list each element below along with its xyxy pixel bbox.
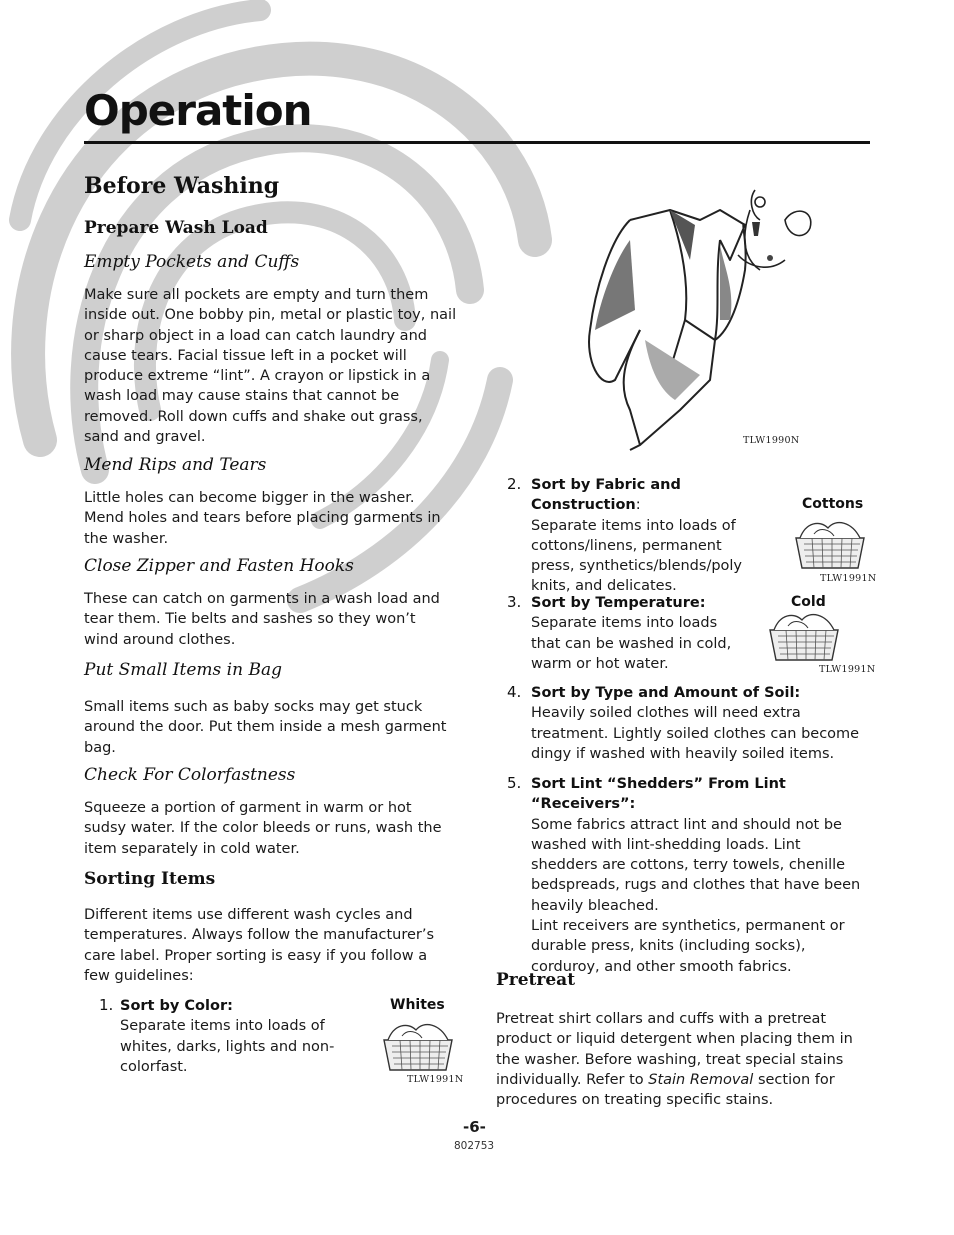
page-number: -6-	[463, 1118, 486, 1136]
sorting-intro-text: Different items use different wash cycles and temperatures. Always follow the manufacturer’s care label. Proper sorting is easy if you follow a few guidelines:	[84, 907, 435, 984]
item-5-number: 5.	[507, 774, 522, 792]
pretreat-text: Pretreat shirt collars and cuffs with a pretreat product or liquid detergent when placing them in the washer. Before washing, treat special stains individually. Refer to Stain Removal section for procedures on treating specific stains.	[496, 1011, 853, 1109]
basket-1-code: TLW1991N	[407, 1074, 464, 1085]
section-heading-mend-rips: Mend Rips and Tears	[84, 455, 267, 475]
laundry-basket-icon	[790, 516, 870, 572]
sort-item-3-title: Sort by Temperature:	[531, 595, 706, 611]
pretreat-heading: Pretreat	[496, 970, 576, 990]
shirt-illustration	[570, 180, 840, 452]
section-heading-colorfastness: Check For Colorfastness	[84, 765, 296, 785]
item-1-number: 1.	[99, 996, 114, 1014]
sort-item-4-title: Sort by Type and Amount of Soil:	[531, 685, 801, 701]
section-text-mend-rips: Little holes can become bigger in the washer. Mend holes and tears before placing garments in the washer.	[84, 490, 441, 547]
sorting-items-heading: Sorting Items	[84, 869, 216, 889]
section-heading-small-items: Put Small Items in Bag	[84, 660, 282, 680]
sort-item-1: Sort by Color: Separate items into loads of whites, darks, lights and non- colorfast.	[120, 996, 360, 1077]
item-4-number: 4.	[507, 683, 522, 701]
item-3-number: 3.	[507, 593, 522, 611]
title-rule	[84, 141, 870, 144]
section-heading-empty-pockets: Empty Pockets and Cuffs	[84, 252, 300, 272]
whites-caption: Whites	[390, 997, 445, 1013]
section-text-colorfastness: Squeeze a portion of garment in warm or hot sudsy water. If the color bleeds or runs, wash the item separately in cold water.	[84, 800, 442, 857]
sort-item-4: Sort by Type and Amount of Soil: Heavily soiled clothes will need extra treatment. Lightly soiled clothes can become dingy if washed with heavily soiled items.	[531, 683, 876, 764]
shirt-illustration-code: TLW1990N	[743, 435, 800, 446]
sort-item-2-title: Sort by Fabric and Construction:	[531, 477, 681, 514]
basket-2-code: TLW1991N	[820, 573, 877, 584]
laundry-basket-icon	[764, 608, 844, 664]
sort-item-5: Sort Lint “Shedders” From Lint “Receivers”: Some fabrics attract lint and should not be washed with lint-shedding loads. Lint shedders are cottons, terry towels, chenille bedspreads, rugs and clothes that have been heavily bleached. Lint receivers are synthetics, permanent or durable press, knits (including socks), corduroy, and other smooth fabrics.	[531, 774, 876, 977]
item-2-number: 2.	[507, 475, 522, 493]
section-text-small-items: Small items such as baby socks may get stuck around the door. Put them inside a mesh garment bag.	[84, 699, 447, 756]
sort-item-2: Sort by Fabric and Construction: Separate items into loads of cottons/linens, permanent press, synthetics/blends/poly knits, and delicates.	[531, 475, 791, 597]
prepare-wash-load-heading: Prepare Wash Load	[84, 218, 268, 238]
basket-3-code: TLW1991N	[819, 664, 876, 675]
sort-item-3: Sort by Temperature: Separate items into loads that can be washed in cold, warm or hot water.	[531, 593, 761, 674]
laundry-basket-icon	[378, 1018, 458, 1074]
before-washing-heading: Before Washing	[84, 173, 280, 199]
sort-item-5-title: Sort Lint “Shedders” From Lint “Receivers”:	[531, 776, 786, 813]
section-text-close-zipper: These can catch on garments in a wash load and tear them. Tie belts and sashes so they won’t wind around clothes.	[84, 591, 440, 648]
cottons-caption: Cottons	[802, 496, 864, 512]
section-heading-close-zipper: Close Zipper and Fasten Hooks	[84, 556, 354, 576]
sort-item-1-title: Sort by Color:	[120, 998, 233, 1014]
page-title: Operation	[84, 86, 312, 135]
cold-caption: Cold	[791, 594, 826, 610]
section-text-empty-pockets: Make sure all pockets are empty and turn them inside out. One bobby pin, metal or plastic toy, nail or sharp object in a load can catch laundry and cause tears. Facial tissue left in a pocket will produce extreme “lint”. A crayon or lipstick in a wash load may cause stains that cannot be removed. Roll down cuffs and shake out grass, sand and gravel.	[84, 287, 457, 446]
document-number: 802753	[454, 1140, 495, 1152]
